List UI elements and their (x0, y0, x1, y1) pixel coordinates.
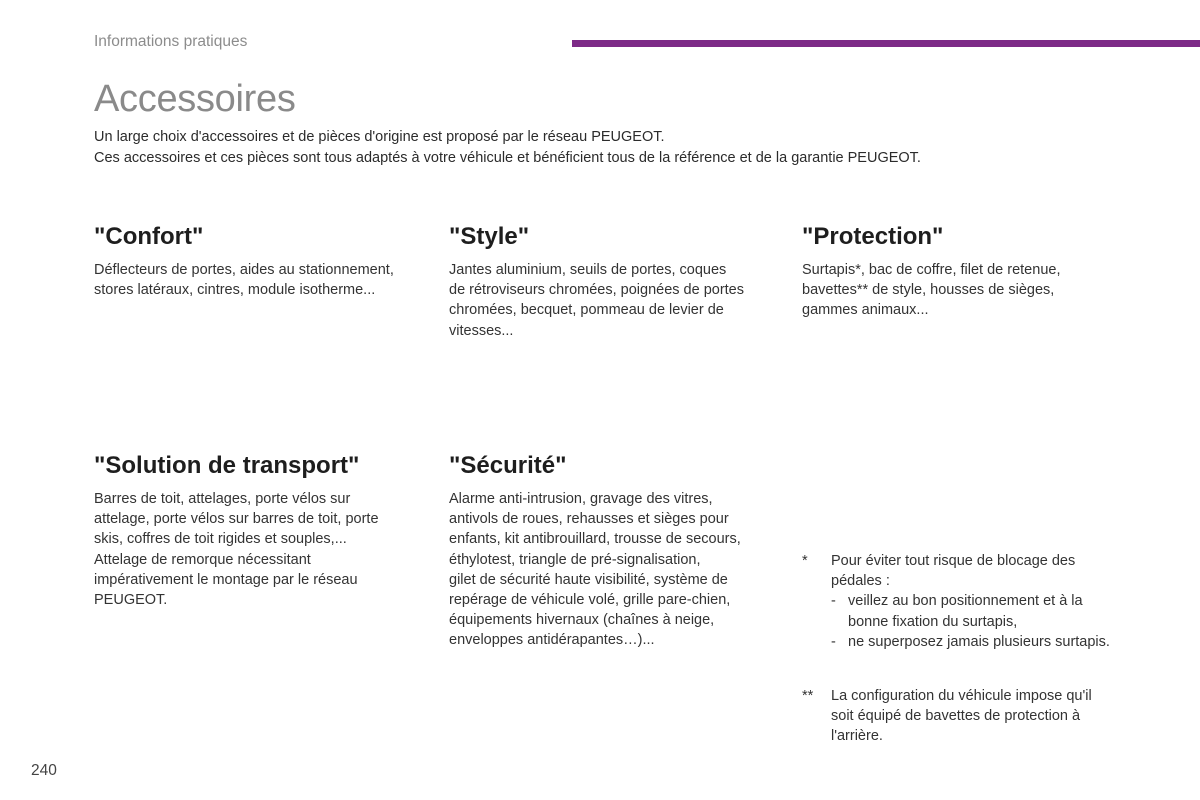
footnote-list-item (831, 632, 1142, 652)
footnote-line: ne superposez jamais plusieurs surtapis. (848, 633, 1110, 650)
category-line: skis, coffres de toit rigides et souples,... (94, 531, 347, 548)
category-line: enveloppes antidérapantes…)... (449, 632, 655, 649)
category-line: gilet de sécurité haute visibilité, système de (449, 571, 728, 588)
category-securite (449, 452, 784, 651)
category-title: "Protection" (802, 223, 944, 250)
intro-line: Un large choix d'accessoires et de pièces d'origine est proposé par le réseau PEUGEOT. (94, 129, 665, 145)
footnotes (802, 551, 1142, 747)
category-line: Déflecteurs de portes, aides au stationnement, (94, 262, 394, 278)
category-line: enfants, kit antibrouillard, trousse de secours, (449, 531, 741, 548)
category-description (449, 260, 784, 341)
category-line: Surtapis*, bac de coffre, filet de retenue, (802, 262, 1061, 278)
footnote-line: soit équipé de bavettes de protection à (831, 708, 1081, 725)
footnote-line: l'arrière. (831, 728, 883, 745)
category-title: "Style" (449, 223, 530, 250)
footnote-line: La configuration du véhicule impose qu'il (831, 688, 1092, 705)
footnote-mark: ** (802, 688, 814, 705)
footnote-body (831, 686, 1142, 747)
dash-bullet: - (831, 633, 836, 650)
category-line: impérativement le montage par le réseau (94, 571, 358, 588)
category-line: Alarme anti-intrusion, gravage des vitres, (449, 491, 713, 507)
category-protection (802, 223, 1137, 321)
category-title: "Sécurité" (449, 452, 567, 479)
section-label: Informations pratiques (94, 33, 248, 50)
category-title: "Confort" (94, 223, 204, 250)
category-line: PEUGEOT. (94, 592, 168, 609)
category-line: attelage, porte vélos sur barres de toit, porte (94, 511, 379, 528)
page-number: 240 (31, 762, 57, 779)
category-line: Barres de toit, attelages, porte vélos sur (94, 491, 351, 507)
category-line: stores latéraux, cintres, module isotherme... (94, 282, 376, 299)
category-line: de rétroviseurs chromées, poignées de portes (449, 282, 744, 299)
footnote-line: pédales : (831, 573, 890, 590)
category-line: gammes animaux... (802, 302, 929, 319)
category-line: repérage de véhicule volé, grille pare-chien, (449, 592, 731, 609)
footnote-mark: * (802, 553, 808, 569)
category-description (449, 489, 784, 651)
category-transport (94, 452, 429, 610)
footnote-list-item (831, 591, 1142, 631)
category-description (94, 489, 429, 610)
header-accent-bar (572, 40, 1200, 47)
category-description (802, 260, 1137, 321)
category-line: équipements hivernaux (chaînes à neige, (449, 612, 715, 629)
category-line: Attelage de remorque nécessitant (94, 551, 311, 568)
category-line: antivols de roues, rehausses et sièges pour (449, 511, 729, 528)
category-title: "Solution de transport" (94, 452, 360, 479)
intro-paragraph (94, 127, 1094, 169)
category-description (94, 260, 429, 300)
footnote-surtapis (802, 551, 1142, 652)
category-confort (94, 223, 429, 300)
intro-line: Ces accessoires et ces pièces sont tous adaptés à votre véhicule et bénéficient tous de la référence et de la garantie PEUGEOT. (94, 150, 921, 166)
footnote-line: bonne fixation du surtapis, (848, 613, 1018, 630)
footnote-body (831, 551, 1142, 652)
category-line: éthylotest, triangle de pré-signalisation, (449, 551, 701, 568)
category-line: bavettes** de style, housses de sièges, (802, 282, 1055, 299)
category-line: Jantes aluminium, seuils de portes, coques (449, 262, 727, 278)
dash-bullet: - (831, 593, 836, 610)
category-line: vitesses... (449, 322, 514, 339)
page-title: Accessoires (94, 78, 296, 120)
footnote-bavettes (802, 686, 1142, 747)
footnote-line: Pour éviter tout risque de blocage des (831, 553, 1076, 569)
footnote-line: veillez au bon positionnement et à la (848, 593, 1083, 610)
category-line: chromées, becquet, pommeau de levier de (449, 302, 724, 319)
category-style (449, 223, 784, 341)
